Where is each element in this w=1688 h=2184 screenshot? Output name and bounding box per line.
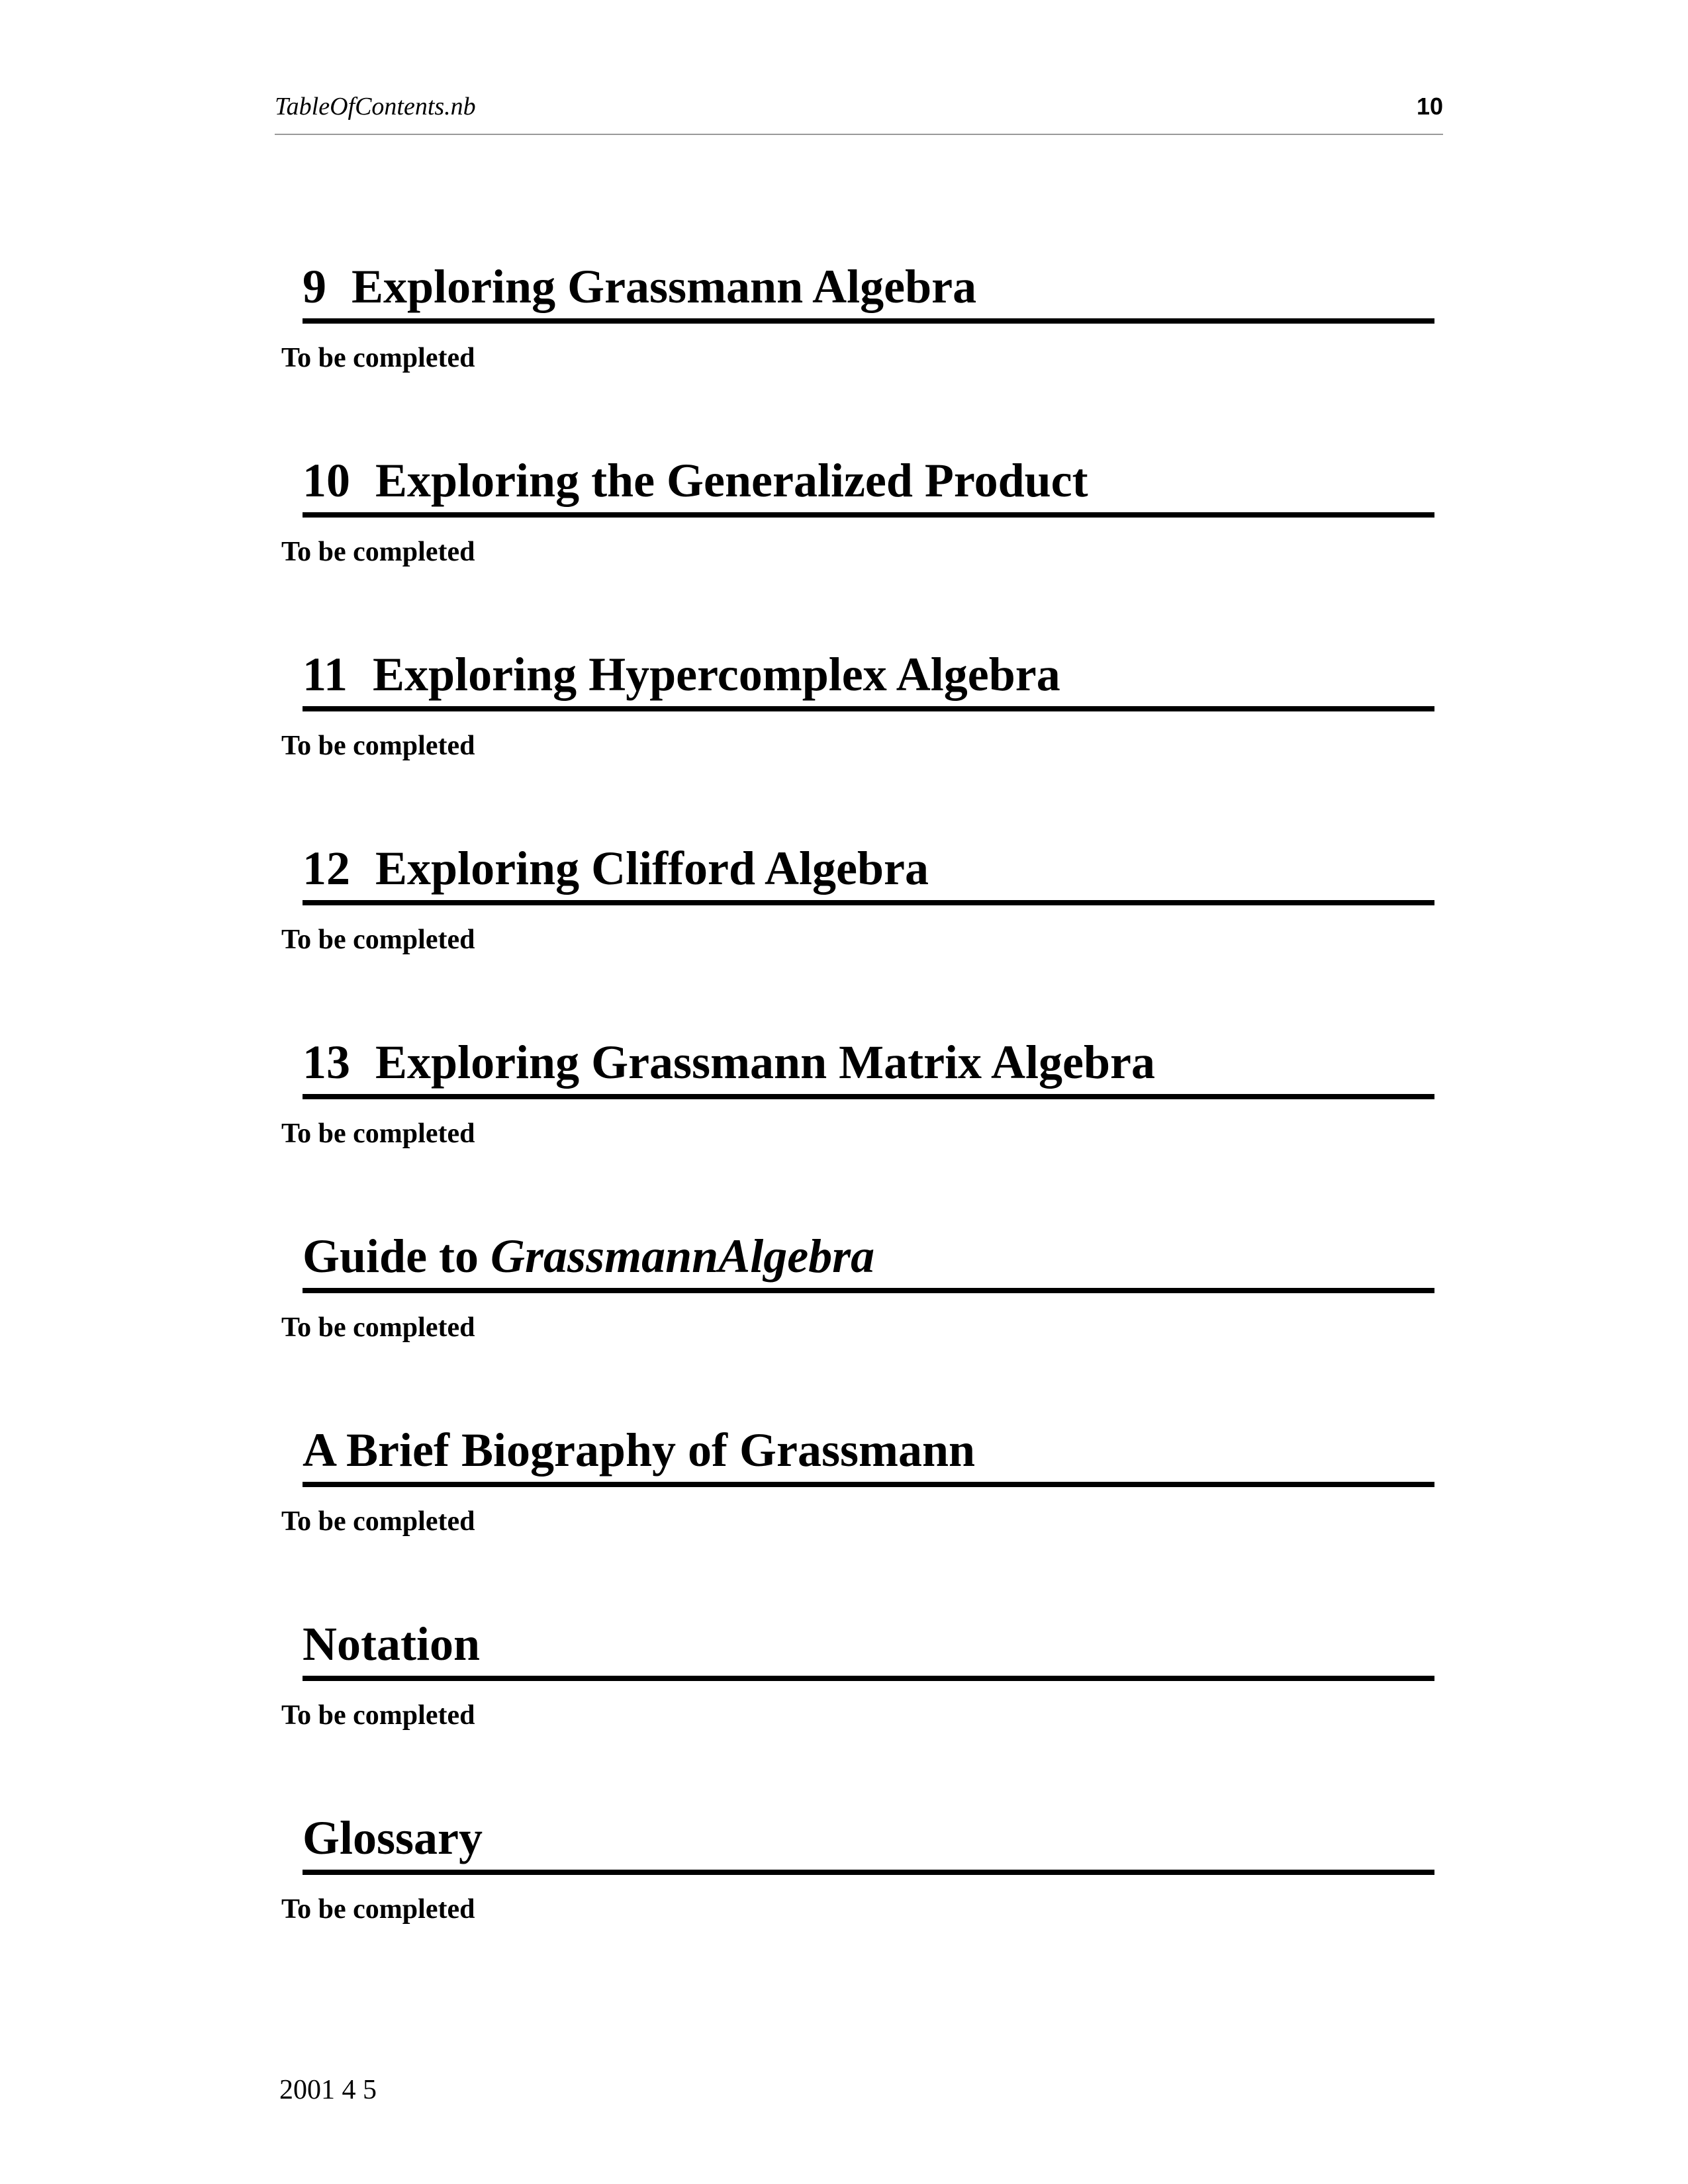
section-heading [303,837,1434,905]
section-title: Exploring Grassmann Matrix Algebra [375,1036,1156,1089]
section-heading [303,1806,1434,1875]
footer-date: 2001 4 5 [279,2075,377,2105]
section-9 [275,255,1443,414]
section-heading [303,1418,1434,1487]
section-heading [303,1612,1434,1681]
section-12 [275,837,1443,995]
section-heading [303,1030,1434,1099]
page-number: 10 [1416,93,1443,120]
section-heading [303,643,1434,711]
section-body: To be completed [281,1312,475,1343]
section-number: 11 [303,648,348,701]
section-title: Exploring Grassmann Algebra [352,260,977,313]
section-title: Exploring Clifford Algebra [375,842,929,895]
section-body: To be completed [281,343,475,373]
section-number: 12 [303,842,350,895]
section-body: To be completed [281,731,475,761]
section-title: A Brief Biography of Grassmann [303,1424,976,1477]
section-body: To be completed [281,537,475,567]
section-10 [275,449,1443,608]
page-header [275,86,1443,135]
section-number: 10 [303,454,350,507]
section-title-emphasis: GrassmannAlgebra [491,1230,875,1283]
section-title-prefix: Guide to [303,1230,491,1283]
section-heading [303,1224,1434,1293]
section-title: Glossary [303,1811,483,1864]
section-body: To be completed [281,1894,475,1925]
section-number: 13 [303,1036,350,1089]
section-body: To be completed [281,1700,475,1731]
section-biography [275,1418,1443,1577]
section-body: To be completed [281,1506,475,1537]
section-body: To be completed [281,925,475,955]
section-title: Exploring the Generalized Product [375,454,1088,507]
document-title: TableOfContents.nb [275,93,476,120]
section-glossary [275,1806,1443,1965]
section-heading [303,255,1434,324]
section-guide [275,1224,1443,1383]
section-13 [275,1030,1443,1189]
section-title: Notation [303,1617,480,1670]
section-11 [275,643,1443,801]
section-number: 9 [303,260,326,313]
section-title: Exploring Hypercomplex Algebra [373,648,1060,701]
section-notation [275,1612,1443,1771]
section-body: To be completed [281,1118,475,1149]
section-heading [303,449,1434,518]
